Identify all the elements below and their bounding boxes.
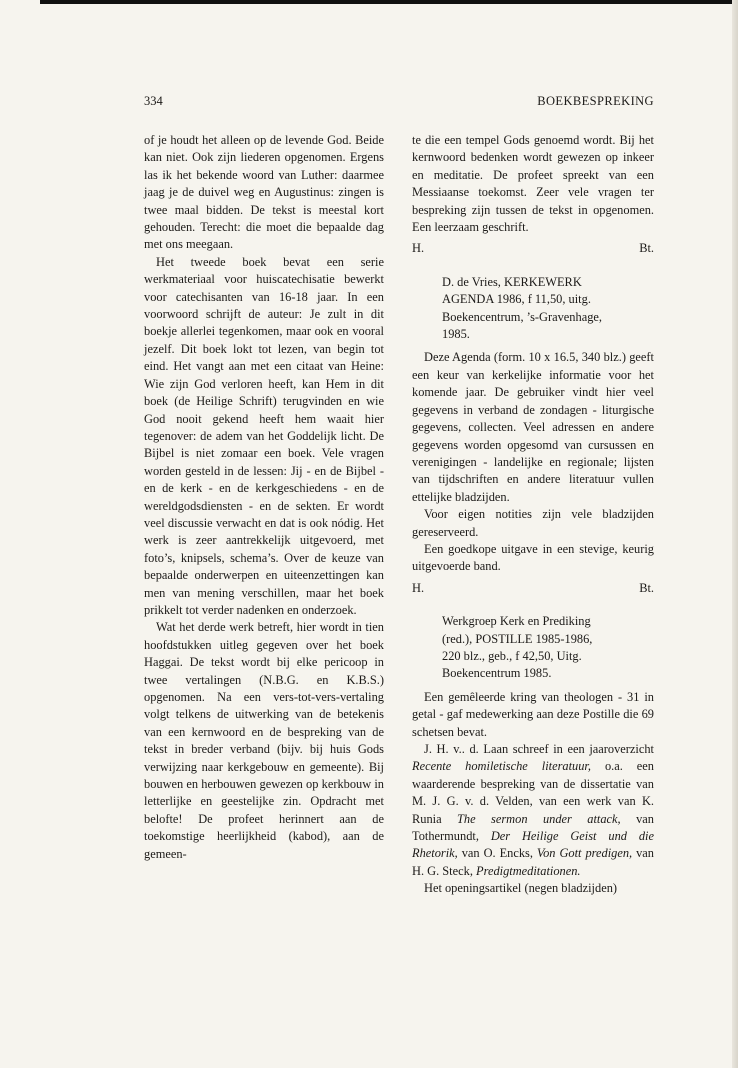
signature-2-reviewer: Bt. bbox=[639, 580, 654, 595]
book-reference-1-line-3: Boekencentrum, ’s-Gravenhage, bbox=[442, 309, 602, 324]
p6-title-sermon: The sermon under attack, bbox=[457, 811, 621, 826]
right-paragraph-6 bbox=[412, 741, 654, 880]
book-reference-2 bbox=[442, 613, 654, 683]
signature-1-reviewer: Bt. bbox=[639, 241, 654, 256]
book-reference-1 bbox=[442, 274, 654, 344]
right-paragraph-7: Het openingsartikel (negen bladzijden) bbox=[424, 881, 618, 896]
book-reference-2-line-4: Boekencentrum 1985. bbox=[442, 666, 552, 681]
book-reference-1-line-2: AGENDA 1986, f 11,50, uitg. bbox=[442, 292, 591, 307]
right-paragraph-3: Voor eigen notities zijn vele bladzijden gereserveerd. bbox=[412, 507, 654, 539]
left-column bbox=[144, 132, 384, 863]
right-column bbox=[412, 132, 654, 898]
left-paragraph-1: of je houdt het alleen op de levende God. Beide kan niet. Ook zijn liederen opgenomen. Ergens las ik het bekende woord van Luther: daarmee jaag je de duivel weg en Augustinus: zingen is twee maal bidden. De tekst is meestal kort gehouden. Terecht: die moet die bepaalde dag met ons meegaan. bbox=[144, 133, 384, 252]
book-reference-2-line-2: (red.), POSTILLE 1985-1986, bbox=[442, 631, 593, 646]
right-paragraph-2: Deze Agenda (form. 10 x 16.5, 340 blz.) geeft een keur van kerkelijke informatie voor het komende jaar. De gebruiker vindt hier veel gegevens in verband de zondagen - liturgische gegevens, collecten. Veel adressen en andere gegevens worden opgesomd van cursussen en verenigingen - landelijke en regionale; lijsten van tijdschriften en andere literatuur vullen ettelijke bladzijden. bbox=[412, 350, 654, 504]
p6-text-e: van Tothermundt, bbox=[412, 811, 654, 844]
p6-text-c: o.a. een waarderende bespreking van de dissertatie van M. J. G. v. d. Velden, van een werk van K. Runia bbox=[412, 759, 654, 826]
signature-2 bbox=[412, 580, 654, 597]
left-paragraph-2: Het tweede boek bevat een serie werkmateriaal voor huiscatechisatie bewerkt voor catechisanten van 16-18 jaar. In een voorwoord schrijft de auteur: Je zult in dit boekje allerlei tegenkomen, maar ook en vooral jezelf. Dit boek lokt tot lezen, van begin tot eind. Het vangt aan met een citaat van Heine: Wie zijn God verloren heeft, kan Hem in dit boek (de Heilige Schrift) terugvinden en wie God nooit gekend heeft hem waait hier tegenover: de adem van het Goddelijk licht. De Bijbel is niet zomaar een boek. Vele vragen worden gesteld in de lessen: Jij - en de Bijbel - en de kerk - en de kerkgeschiedens - en de wereldgodsdiensten - en de sekten. Er wordt veel discussie verwacht en dat is ook nódig. Het werk is zeer aantrekkelijk uitgevoerd, met foto’s, knipsels, schema’s. Over de keuze van bepaalde onderwerpen en uiteenzettingen kan men van mening verschillen, maar het boek prikkelt tot verder nadenken en onderzoek. bbox=[144, 254, 384, 617]
p6-text-i: van H. G. Steck, bbox=[412, 846, 654, 878]
right-paragraph-1: te die een tempel Gods genoemd wordt. Bij het kernwoord bedenken wordt gewezen op inkeer en meditatie. De profeet spreekt van een Messiaanse toekomst. Zeer vele vragen ter bespreking zijn tussen de tekst in opgenomen. Een leerzaam geschrift. bbox=[412, 133, 654, 235]
scan-top-edge bbox=[40, 0, 738, 4]
signature-1 bbox=[412, 240, 654, 257]
p6-title-gott: Von Gott predigen, bbox=[536, 846, 633, 861]
right-paragraph-4: Een goedkope uitgave in een stevige, keurig uitgevoerde band. bbox=[412, 541, 654, 574]
p6-text-g: van O. Encks, bbox=[457, 846, 537, 861]
book-reference-1-line-4: 1985. bbox=[442, 327, 470, 342]
p6-text-a: J. H. v.. d. Laan schreef in een jaaroverzicht bbox=[424, 742, 654, 756]
signature-1-initial: H. bbox=[412, 241, 425, 256]
left-paragraph-3: Wat het derde werk betreft, hier wordt in tien hoofdstukken uitleg gegeven over het boek Haggai. De tekst wordt bij elke pericoop in twee vertalingen (N.B.G. en K.B.S.) opgenomen. Na een vers-tot-vers-vertaling volgt telkens de uitwerking van de betekenis van een kernwoord en de bespreking van de tekst in breder verband (bijv. bij huis Gods verwijzing naar kerkgebouw en gemeente). Bij bouwen en herbouwen gewezen op kerkbouw in letterlijke en geestelijke zin. Opdracht met belofte! De profeet herinnert aan de toekomstige heerlijkheid (kabod), aan de gemeen- bbox=[144, 620, 384, 861]
page-header bbox=[144, 94, 654, 112]
signature-2-initial: H. bbox=[412, 580, 425, 595]
running-title: BOEKBESPREKING bbox=[537, 94, 654, 108]
page-number: 334 bbox=[144, 94, 163, 108]
book-reference-2-line-3: 220 blz., geb., f 42,50, Uitg. bbox=[442, 648, 582, 663]
p6-title-recente: Recente homiletische literatuur, bbox=[412, 759, 591, 774]
book-reference-1-line-1: D. de Vries, KERKEWERK bbox=[442, 274, 582, 289]
p6-title-geist: Der Heilige Geist und die Rhetorik, bbox=[412, 829, 654, 861]
scan-right-edge bbox=[732, 0, 738, 1068]
book-reference-2-line-1: Werkgroep Kerk en Prediking bbox=[442, 614, 591, 629]
p6-title-predigt: Predigtmeditationen. bbox=[476, 863, 581, 878]
right-paragraph-5: Een gemêleerde kring van theologen - 31 in getal - gaf medewerking aan deze Postille die 69 schetsen bevat. bbox=[412, 689, 654, 739]
